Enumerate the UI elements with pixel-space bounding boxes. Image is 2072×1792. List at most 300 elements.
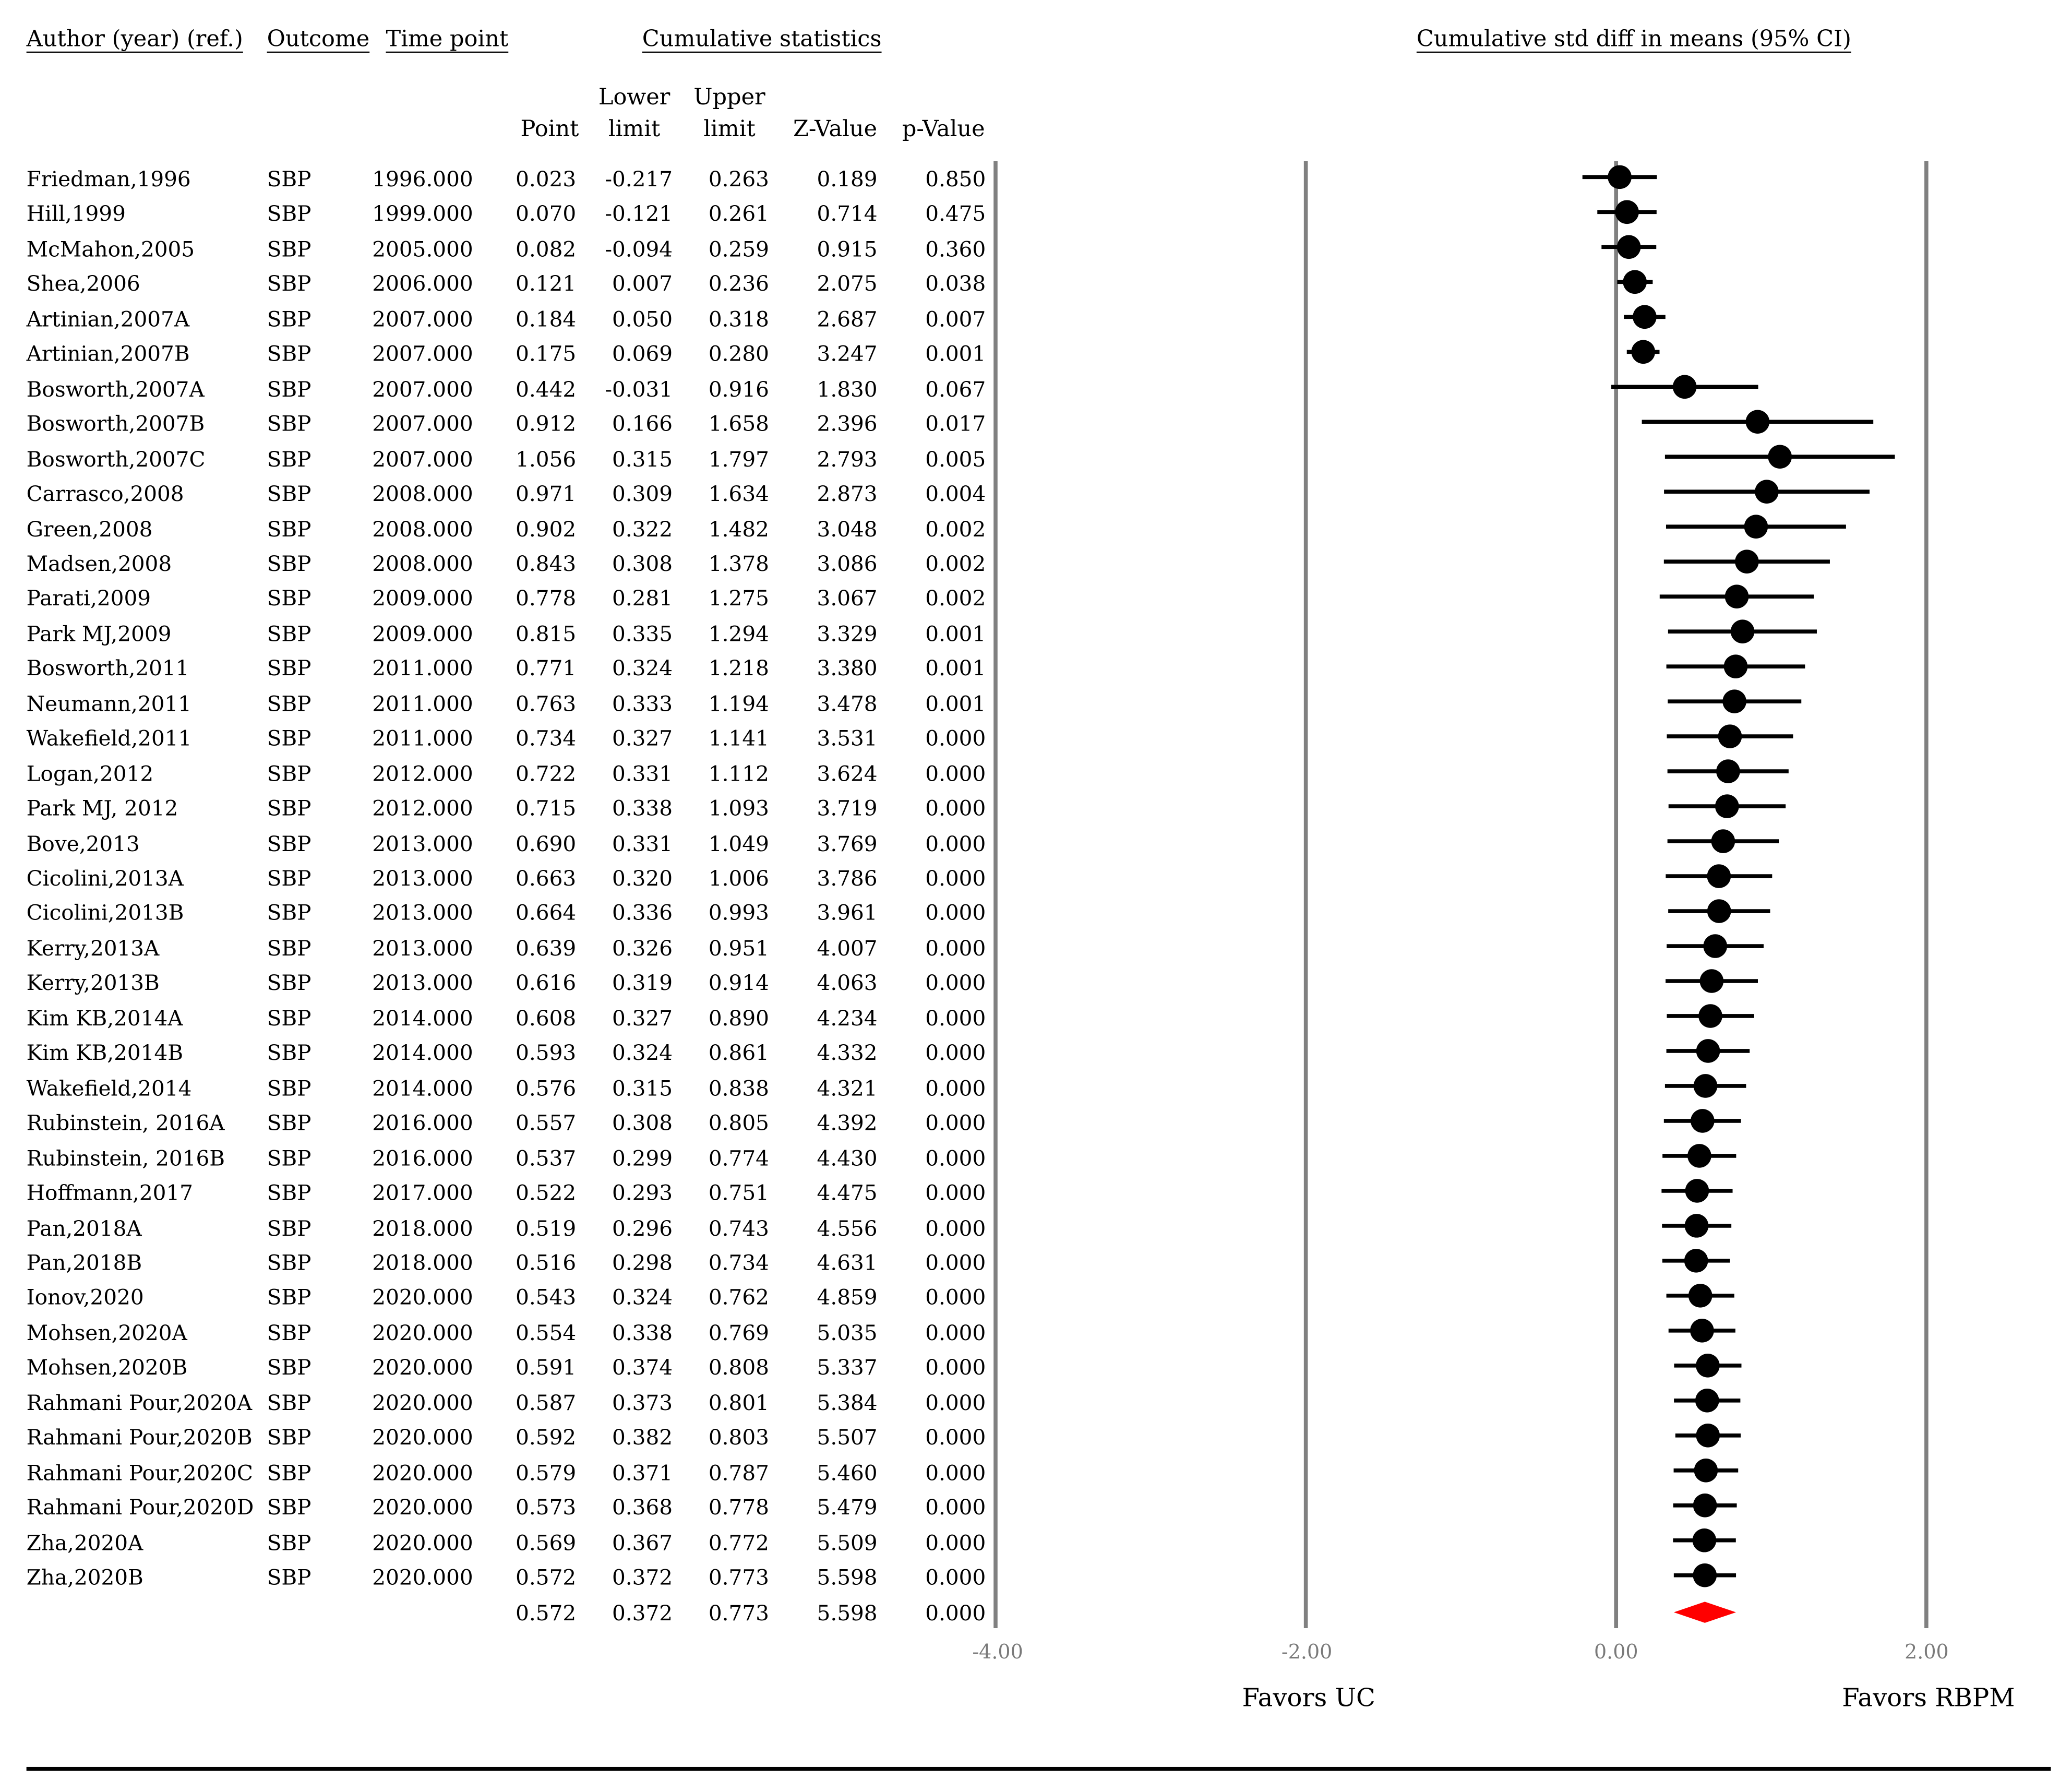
cell-lower: -0.094: [605, 236, 673, 262]
cell-author: Shea,2006: [26, 271, 140, 297]
cell-upper: 0.259: [708, 236, 769, 262]
cell-z-value: 2.873: [817, 481, 878, 507]
cell-outcome: SBP: [267, 970, 312, 996]
cell-p-value: 0.000: [925, 1390, 986, 1415]
point-marker: [1711, 829, 1735, 853]
cell-time-point: 2006.000: [372, 271, 473, 297]
cell-time-point: 2013.000: [372, 935, 473, 961]
cell-time-point: 2007.000: [372, 446, 473, 472]
cell-lower: 0.331: [612, 830, 673, 856]
cell-p-value: 0.000: [925, 795, 986, 821]
cell-lower: 0.373: [612, 1390, 673, 1415]
cell-point: 0.912: [516, 411, 577, 437]
cell-point: 0.843: [516, 551, 577, 577]
cell-lower: 0.315: [612, 1075, 673, 1101]
cell-lower: 0.298: [612, 1250, 673, 1275]
cell-point: 0.557: [516, 1110, 577, 1136]
cell-outcome: SBP: [267, 1285, 312, 1310]
cell-time-point: 2007.000: [372, 306, 473, 332]
cell-z-value: 3.624: [817, 760, 878, 786]
cell-z-value: 3.067: [817, 586, 878, 612]
cell-time-point: 2020.000: [372, 1530, 473, 1555]
cell-upper: 0.318: [708, 306, 769, 332]
cell-outcome: SBP: [267, 376, 312, 402]
cell-point: 0.663: [516, 865, 577, 891]
cell-author: Cicolini,2013A: [26, 865, 184, 891]
cell-upper: 1.797: [708, 446, 769, 472]
cell-lower: 0.293: [612, 1180, 673, 1205]
cell-outcome: SBP: [267, 795, 312, 821]
cell-point: 0.573: [516, 1495, 577, 1520]
cell-time-point: 2013.000: [372, 970, 473, 996]
cell-author: Bosworth,2011: [26, 655, 189, 681]
cell-lower: 0.308: [612, 551, 673, 577]
cell-point: 0.763: [516, 690, 577, 716]
cell-upper: 1.482: [708, 516, 769, 542]
cell-lower: 0.368: [612, 1495, 673, 1520]
cell-upper: 1.194: [708, 690, 769, 716]
cell-lower: 0.372: [612, 1564, 673, 1590]
cell-time-point: 2016.000: [372, 1110, 473, 1136]
cell-lower: 0.299: [612, 1145, 673, 1170]
cell-point: 0.184: [516, 306, 577, 332]
cell-p-value: 0.004: [925, 481, 986, 507]
cell-point: 0.715: [516, 795, 577, 821]
cell-lower: 0.007: [612, 271, 673, 297]
header-time-point: Time point: [386, 26, 509, 53]
cell-z-value: 3.380: [817, 655, 878, 681]
cell-lower: 0.333: [612, 690, 673, 716]
cell-author: Hoffmann,2017: [26, 1180, 193, 1205]
header-cumulative-statistics: Cumulative statistics: [642, 26, 882, 53]
point-marker: [1694, 1459, 1718, 1483]
cell-p-value: 0.001: [925, 690, 986, 716]
cell-time-point: 2014.000: [372, 1075, 473, 1101]
cell-outcome: SBP: [267, 1355, 312, 1380]
cell-lower: 0.322: [612, 516, 673, 542]
cell-lower: -0.031: [605, 376, 673, 402]
cell-outcome: SBP: [267, 1390, 312, 1415]
cell-point: 0.023: [516, 166, 577, 192]
cell-author: Pan,2018A: [26, 1215, 142, 1240]
cell-upper: 0.261: [708, 201, 769, 227]
cell-z-value: 2.396: [817, 411, 878, 437]
cell-time-point: 2011.000: [372, 655, 473, 681]
cell-outcome: SBP: [267, 271, 312, 297]
cell-upper: 1.658: [708, 411, 769, 437]
cell-p-value: 0.017: [925, 411, 986, 437]
cell-time-point: 2012.000: [372, 760, 473, 786]
cell-outcome: SBP: [267, 1180, 312, 1205]
point-marker: [1696, 1354, 1720, 1378]
point-marker: [1744, 515, 1768, 539]
cell-point: 0.690: [516, 830, 577, 856]
cell-p-value: 0.001: [925, 341, 986, 367]
cell-p-value: 0.000: [925, 1460, 986, 1485]
cell-author: Mohsen,2020B: [26, 1355, 188, 1380]
cell-lower: 0.367: [612, 1530, 673, 1555]
point-marker: [1703, 934, 1727, 958]
point-marker: [1623, 270, 1647, 294]
cell-point: 0.616: [516, 970, 577, 996]
cell-outcome: SBP: [267, 1495, 312, 1520]
cell-outcome: SBP: [267, 341, 312, 367]
cell-p-value: 0.000: [925, 865, 986, 891]
point-marker: [1696, 1039, 1720, 1063]
cell-p-value: 0.850: [925, 166, 986, 192]
cell-time-point: 2017.000: [372, 1180, 473, 1205]
cell-point: 0.442: [516, 376, 577, 402]
cell-lower: 0.336: [612, 900, 673, 926]
cell-upper: 0.751: [708, 1180, 769, 1205]
cell-outcome: SBP: [267, 516, 312, 542]
cell-outcome: SBP: [267, 900, 312, 926]
cell-outcome: SBP: [267, 830, 312, 856]
cell-time-point: 2011.000: [372, 725, 473, 751]
cell-time-point: 2020.000: [372, 1425, 473, 1450]
cell-lower: 0.324: [612, 1040, 673, 1066]
cell-outcome: SBP: [267, 1425, 312, 1450]
cell-outcome: SBP: [267, 1040, 312, 1066]
point-marker: [1673, 375, 1697, 399]
cell-time-point: 2013.000: [372, 830, 473, 856]
cell-upper: 0.772: [708, 1530, 769, 1555]
cell-time-point: 2008.000: [372, 516, 473, 542]
cell-time-point: 2011.000: [372, 690, 473, 716]
cell-upper: 0.734: [708, 1250, 769, 1275]
cell-outcome: SBP: [267, 655, 312, 681]
cell-p-value: 0.000: [925, 1425, 986, 1450]
cell-upper: 1.006: [708, 865, 769, 891]
cell-upper: 0.762: [708, 1285, 769, 1310]
cell-time-point: 2007.000: [372, 376, 473, 402]
cell-author: Kerry,2013A: [26, 935, 160, 961]
cell-z-value: 0.915: [817, 236, 878, 262]
cell-time-point: 2020.000: [372, 1564, 473, 1590]
cell-upper: 1.218: [708, 655, 769, 681]
point-marker: [1768, 445, 1792, 469]
summary-z-value: 5.598: [817, 1600, 878, 1626]
cell-author: Hill,1999: [26, 201, 126, 227]
cell-point: 0.778: [516, 586, 577, 612]
cell-z-value: 2.793: [817, 446, 878, 472]
cell-author: Kerry,2013B: [26, 970, 160, 996]
cell-p-value: 0.000: [925, 760, 986, 786]
cell-time-point: 2020.000: [372, 1285, 473, 1310]
cell-outcome: SBP: [267, 1320, 312, 1345]
cell-p-value: 0.038: [925, 271, 986, 297]
summary-lower: 0.372: [612, 1600, 673, 1626]
cell-p-value: 0.002: [925, 516, 986, 542]
cell-lower: 0.324: [612, 1285, 673, 1310]
cell-p-value: 0.000: [925, 1495, 986, 1520]
cell-upper: 0.838: [708, 1075, 769, 1101]
cell-author: Park MJ, 2012: [26, 795, 178, 821]
cell-point: 0.082: [516, 236, 577, 262]
cell-upper: 0.787: [708, 1460, 769, 1485]
cell-lower: 0.338: [612, 1320, 673, 1345]
cell-author: Bosworth,2007A: [26, 376, 205, 402]
point-marker: [1725, 584, 1749, 608]
point-marker: [1707, 899, 1731, 923]
cell-author: Rahmani Pour,2020C: [26, 1460, 253, 1485]
favors-left-label: Favors UC: [1242, 1683, 1375, 1713]
cell-upper: 1.112: [708, 760, 769, 786]
cell-point: 0.608: [516, 1005, 577, 1031]
cell-lower: -0.121: [605, 201, 673, 227]
cell-upper: 1.093: [708, 795, 769, 821]
cell-upper: 0.801: [708, 1390, 769, 1415]
cell-point: 0.543: [516, 1285, 577, 1310]
cell-outcome: SBP: [267, 1530, 312, 1555]
cell-lower: 0.308: [612, 1110, 673, 1136]
cell-lower: 0.382: [612, 1425, 673, 1450]
cell-z-value: 5.460: [817, 1460, 878, 1485]
cell-point: 0.519: [516, 1215, 577, 1240]
cell-lower: 0.319: [612, 970, 673, 996]
cell-outcome: SBP: [267, 690, 312, 716]
subheader-p-value: p-Value: [902, 116, 985, 143]
cell-z-value: 5.598: [817, 1564, 878, 1590]
x-tick-label: 0.00: [1594, 1640, 1638, 1664]
cell-p-value: 0.002: [925, 551, 986, 577]
cell-time-point: 2007.000: [372, 341, 473, 367]
cell-point: 0.522: [516, 1180, 577, 1205]
cell-p-value: 0.007: [925, 306, 986, 332]
cell-point: 0.587: [516, 1390, 577, 1415]
cell-outcome: SBP: [267, 865, 312, 891]
point-marker: [1716, 759, 1740, 783]
cell-upper: 1.378: [708, 551, 769, 577]
cell-z-value: 4.430: [817, 1145, 878, 1170]
cell-z-value: 0.189: [817, 166, 878, 192]
cell-p-value: 0.000: [925, 1040, 986, 1066]
cell-lower: 0.327: [612, 725, 673, 751]
cell-outcome: SBP: [267, 201, 312, 227]
cell-upper: 0.778: [708, 1495, 769, 1520]
cell-author: Rahmani Pour,2020A: [26, 1390, 253, 1415]
cell-z-value: 5.509: [817, 1530, 878, 1555]
cell-time-point: 2009.000: [372, 620, 473, 646]
cell-time-point: 1996.000: [372, 166, 473, 192]
cell-time-point: 2020.000: [372, 1320, 473, 1345]
cell-upper: 0.890: [708, 1005, 769, 1031]
cell-outcome: SBP: [267, 236, 312, 262]
cell-point: 0.771: [516, 655, 577, 681]
cell-author: Rahmani Pour,2020B: [26, 1425, 253, 1450]
cell-point: 0.971: [516, 481, 577, 507]
point-marker: [1735, 549, 1759, 574]
point-marker: [1724, 654, 1748, 678]
point-marker: [1700, 969, 1724, 993]
cell-p-value: 0.002: [925, 586, 986, 612]
cell-point: 0.554: [516, 1320, 577, 1345]
point-marker: [1715, 794, 1739, 818]
cell-outcome: SBP: [267, 1145, 312, 1170]
cell-lower: 0.326: [612, 935, 673, 961]
cell-time-point: 2018.000: [372, 1215, 473, 1240]
cell-point: 0.664: [516, 900, 577, 926]
cell-z-value: 3.786: [817, 865, 878, 891]
cell-outcome: SBP: [267, 760, 312, 786]
cell-lower: 0.296: [612, 1215, 673, 1240]
cell-author: Kim KB,2014B: [26, 1040, 184, 1066]
cell-z-value: 5.507: [817, 1425, 878, 1450]
cell-p-value: 0.000: [925, 1564, 986, 1590]
point-marker: [1755, 480, 1779, 504]
cell-time-point: 2014.000: [372, 1005, 473, 1031]
cell-p-value: 0.000: [925, 1145, 986, 1170]
cell-p-value: 0.000: [925, 830, 986, 856]
cell-z-value: 3.478: [817, 690, 878, 716]
x-tick-label: 2.00: [1905, 1640, 1949, 1664]
cell-point: 0.593: [516, 1040, 577, 1066]
cell-author: Artinian,2007A: [26, 306, 190, 332]
cell-lower: 0.327: [612, 1005, 673, 1031]
cell-author: Rubinstein, 2016B: [26, 1145, 225, 1170]
cell-author: Zha,2020B: [26, 1564, 143, 1590]
cell-lower: 0.281: [612, 586, 673, 612]
cell-author: Neumann,2011: [26, 690, 191, 716]
cell-time-point: 2020.000: [372, 1460, 473, 1485]
header-outcome: Outcome: [267, 26, 370, 53]
cell-author: Kim KB,2014A: [26, 1005, 183, 1031]
cell-point: 0.592: [516, 1425, 577, 1450]
cell-upper: 0.774: [708, 1145, 769, 1170]
point-marker: [1690, 1319, 1714, 1343]
point-marker: [1693, 1563, 1717, 1587]
cell-p-value: 0.000: [925, 725, 986, 751]
cell-time-point: 2020.000: [372, 1355, 473, 1380]
point-marker: [1685, 1179, 1709, 1203]
cell-time-point: 2008.000: [372, 481, 473, 507]
cell-lower: 0.315: [612, 446, 673, 472]
subheader-lower-1: Lower: [598, 85, 670, 111]
cell-author: Pan,2018B: [26, 1250, 142, 1275]
point-marker: [1718, 724, 1742, 748]
cell-time-point: 2020.000: [372, 1390, 473, 1415]
cell-upper: 0.993: [708, 900, 769, 926]
point-marker: [1684, 1249, 1708, 1273]
cell-outcome: SBP: [267, 725, 312, 751]
cell-point: 0.569: [516, 1530, 577, 1555]
cell-upper: 0.743: [708, 1215, 769, 1240]
cell-lower: 0.371: [612, 1460, 673, 1485]
point-marker: [1695, 1389, 1719, 1413]
cell-author: Parati,2009: [26, 586, 151, 612]
cell-z-value: 4.392: [817, 1110, 878, 1136]
cell-author: Madsen,2008: [26, 551, 172, 577]
cell-author: Logan,2012: [26, 760, 154, 786]
cell-upper: 1.141: [708, 725, 769, 751]
cell-upper: 1.275: [708, 586, 769, 612]
subheader-lower-2: limit: [608, 116, 661, 143]
point-marker: [1722, 689, 1746, 713]
cell-upper: 0.951: [708, 935, 769, 961]
cell-upper: 1.049: [708, 830, 769, 856]
cell-point: 0.722: [516, 760, 577, 786]
cell-z-value: 4.007: [817, 935, 878, 961]
cell-author: Bosworth,2007B: [26, 411, 205, 437]
cell-z-value: 2.687: [817, 306, 878, 332]
cell-author: Park MJ,2009: [26, 620, 172, 646]
cell-z-value: 0.714: [817, 201, 878, 227]
cell-point: 0.576: [516, 1075, 577, 1101]
cell-upper: 0.769: [708, 1320, 769, 1345]
cell-author: Carrasco,2008: [26, 481, 184, 507]
cell-z-value: 3.247: [817, 341, 878, 367]
cell-point: 0.591: [516, 1355, 577, 1380]
cell-author: Green,2008: [26, 516, 153, 542]
cell-z-value: 3.961: [817, 900, 878, 926]
cell-outcome: SBP: [267, 551, 312, 577]
cell-upper: 0.916: [708, 376, 769, 402]
cell-z-value: 1.830: [817, 376, 878, 402]
cell-time-point: 2013.000: [372, 900, 473, 926]
cell-upper: 1.634: [708, 481, 769, 507]
point-marker: [1694, 1074, 1718, 1098]
cell-author: McMahon,2005: [26, 236, 195, 262]
point-marker: [1698, 1004, 1722, 1028]
summary-point: 0.572: [516, 1600, 577, 1626]
point-marker: [1691, 1109, 1715, 1133]
cell-z-value: 5.035: [817, 1320, 878, 1345]
cell-p-value: 0.000: [925, 1320, 986, 1345]
cell-lower: 0.335: [612, 620, 673, 646]
cell-outcome: SBP: [267, 446, 312, 472]
cell-point: 0.572: [516, 1564, 577, 1590]
cell-p-value: 0.001: [925, 655, 986, 681]
x-tick-label: -2.00: [1281, 1640, 1333, 1664]
cell-outcome: SBP: [267, 1250, 312, 1275]
cell-outcome: SBP: [267, 411, 312, 437]
cell-time-point: 2009.000: [372, 586, 473, 612]
cell-lower: 0.166: [612, 411, 673, 437]
cell-p-value: 0.475: [925, 201, 986, 227]
cell-upper: 0.808: [708, 1355, 769, 1380]
cell-outcome: SBP: [267, 1460, 312, 1485]
header-author: Author (year) (ref.): [26, 26, 243, 53]
cell-point: 1.056: [516, 446, 577, 472]
cell-author: Mohsen,2020A: [26, 1320, 187, 1345]
cell-author: Ionov,2020: [26, 1285, 144, 1310]
cell-p-value: 0.000: [925, 1110, 986, 1136]
cell-p-value: 0.000: [925, 1285, 986, 1310]
cell-p-value: 0.000: [925, 1180, 986, 1205]
cell-z-value: 5.337: [817, 1355, 878, 1380]
cell-upper: 0.280: [708, 341, 769, 367]
header-plot-title: Cumulative std diff in means (95% CI): [1416, 26, 1851, 53]
cell-upper: 0.861: [708, 1040, 769, 1066]
cell-outcome: SBP: [267, 481, 312, 507]
point-marker: [1688, 1284, 1712, 1308]
cell-z-value: 4.556: [817, 1215, 878, 1240]
cell-time-point: 2014.000: [372, 1040, 473, 1066]
cell-outcome: SBP: [267, 306, 312, 332]
cell-p-value: 0.000: [925, 900, 986, 926]
cell-author: Cicolini,2013B: [26, 900, 184, 926]
cell-p-value: 0.000: [925, 1250, 986, 1275]
cell-time-point: 2020.000: [372, 1495, 473, 1520]
point-marker: [1707, 864, 1731, 888]
point-marker: [1617, 235, 1641, 259]
cell-upper: 0.236: [708, 271, 769, 297]
cell-author: Rahmani Pour,2020D: [26, 1495, 254, 1520]
cell-time-point: 2013.000: [372, 865, 473, 891]
cell-p-value: 0.360: [925, 236, 986, 262]
cell-point: 0.516: [516, 1250, 577, 1275]
cell-author: Bove,2013: [26, 830, 140, 856]
